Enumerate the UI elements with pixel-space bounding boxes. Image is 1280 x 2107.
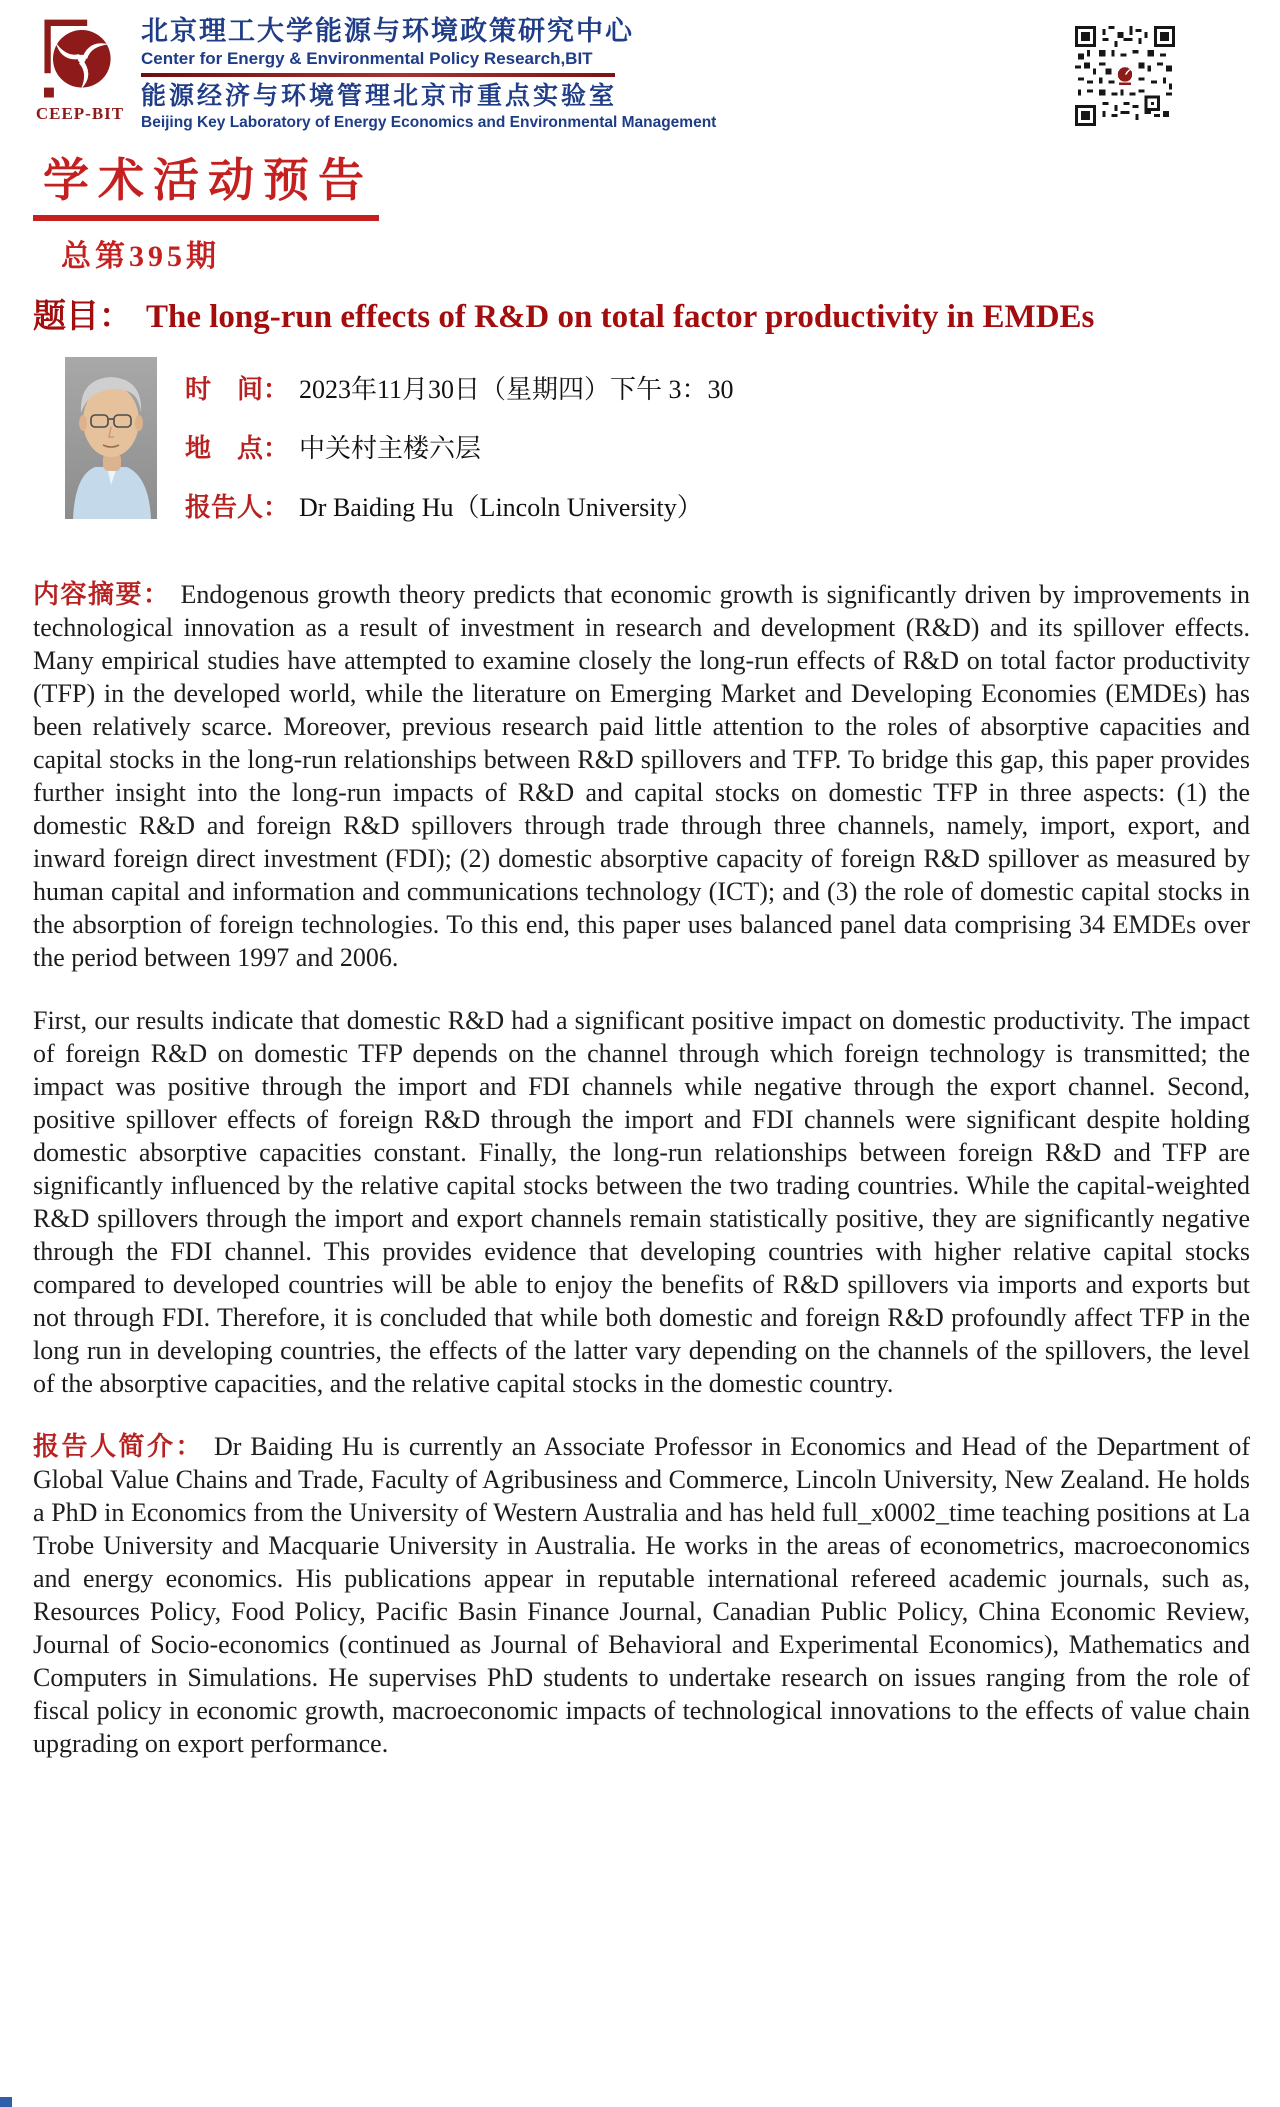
abstract-paragraph-1 [33, 578, 1250, 974]
org-name-chinese: 北京理工大学能源与环境政策研究中心 [141, 16, 634, 46]
venue-line [185, 428, 734, 465]
lab-name-english: Beijing Key Laboratory of Energy Economics and Environmental Management [141, 114, 717, 131]
venue-label: 地 点： [185, 434, 290, 463]
seminar-title [33, 293, 1250, 341]
title-text: The long-run effects of R&D on total factor productivity in EMDEs [146, 299, 1095, 335]
abstract-text-1: Endogenous growth theory predicts that economic growth is significantly driven by improvements in technological innovation as a result of investment in research and development (R&D) and its spillover effects. Many empirical studies have attempted to examine closely the long-run effects of R&D on total factor productivity (TFP) in the developed world, while the literature on Emerging Market and Developing Economies (EMDEs) has been relatively scarce. Moreover, previous research paid little attention to the roles of absorptive capacities and capital stocks in the long-run relationships between R&D spillovers and TFP. To bridge this gap, this paper provides further insight into the long-run impacts of R&D and capital stocks on domestic TFP in three aspects: (1) the domestic R&D and foreign R&D spillovers through trade through three channels, namely, import, export, and inward foreign direct investment (FDI); (2) domestic absorptive capacity of foreign R&D spillover as measured by human capital and information and communications technology (ICT); and (3) the role of domestic capital stocks in the absorption of foreign technologies. To this end, this paper uses balanced panel data comprising 34 EMDEs over the period between 1997 and 2006. [33, 580, 1250, 972]
event-details [185, 357, 734, 546]
time-label: 时 间： [185, 375, 290, 404]
qr-code [1075, 26, 1175, 126]
speaker-value: Dr Baiding Hu（Lincoln University） [299, 493, 703, 522]
lab-name-chinese: 能源经济与环境管理北京市重点实验室 [141, 82, 618, 110]
time-line [185, 369, 734, 406]
corner-blue-mark [0, 2097, 12, 2107]
speaker-section [65, 357, 1250, 546]
bio-text: Dr Baiding Hu is currently an Associate Professor in Economics and Head of the Department of Global Value Chains and Trade, Faculty of Agribusiness and Commerce, Lincoln University, New Zealand. He holds a PhD in Economics from the University of Western Australia and has held full_x0002_time teaching positions at La Trobe University and Macquarie University in Australia. He works in the areas of econometrics, macroeconomics and energy economics. His publications appear in reputable international refereed academic journals, such as, Resources Policy, Food Policy, Pacific Basin Finance Journal, Canadian Public Policy, China Economic Review, Journal of Socio-economics (continued as Journal of Behavioral and Experimental Economics), Mathematics and Computers in Simulations. He supervises PhD students to undertake research on issues ranging from the role of fiscal policy in economic growth, macroeconomic impacts of technological innovations to the effects of value chain upgrading on export performance. [33, 1432, 1250, 1758]
banner-title: 学术活动预告 [33, 144, 379, 221]
abstract-text-2: First, our results indicate that domestic R&D had a significant positive impact on domestic productivity. The impact of foreign R&D on domestic TFP depends on the channel through which foreign technology is transmitted; the impact was positive through the import and FDI channels while negative through the export channel. Second, positive spillover effects of foreign R&D through the import and FDI channels were significant despite holding domestic absorptive capacities constant. Finally, the long-run relationships between foreign R&D and TFP are significantly influenced by the relative capital stocks between the two trading countries. While the capital-weighted R&D spillovers through the import and export channels remain statistically positive, they are significantly negative through the FDI channel. This provides evidence that developing countries with higher relative capital stocks compared to developed countries will be able to enjoy the benefits of R&D spillovers via imports and exports but not through FDI. Therefore, it is concluded that while both domestic and foreign R&D profoundly affect TFP in the long run in developing countries, the effects of the latter vary depending on the channels of the spillovers, the level of the absorptive capacities, and the relative capital stocks in the domestic country. [33, 1006, 1250, 1398]
speaker-label: 报告人： [185, 493, 290, 522]
abstract-paragraph-2 [33, 1004, 1250, 1400]
time-value: 2023年11月30日（星期四）下午 3：30 [299, 375, 734, 404]
issue-number: 总第395期 [61, 240, 220, 273]
venue-value: 中关村主楼六层 [299, 434, 482, 463]
ceep-bit-logo [33, 12, 127, 124]
abstract-label: 内容摘要： [33, 580, 171, 609]
title-label: 题目： [33, 299, 132, 335]
bio-label: 报告人简介： [33, 1432, 204, 1461]
banner [33, 144, 1250, 275]
speaker-photo [65, 357, 157, 519]
org-name-english: Center for Energy & Environmental Policy Research,BIT [141, 49, 593, 68]
header-divider [141, 73, 615, 77]
logo-caption: CEEP-BIT [35, 104, 125, 123]
speaker-line [185, 487, 734, 524]
header [33, 10, 1250, 132]
institution-block [141, 10, 716, 132]
swirl-logo-icon [35, 12, 125, 102]
bio-paragraph [33, 1430, 1250, 1760]
